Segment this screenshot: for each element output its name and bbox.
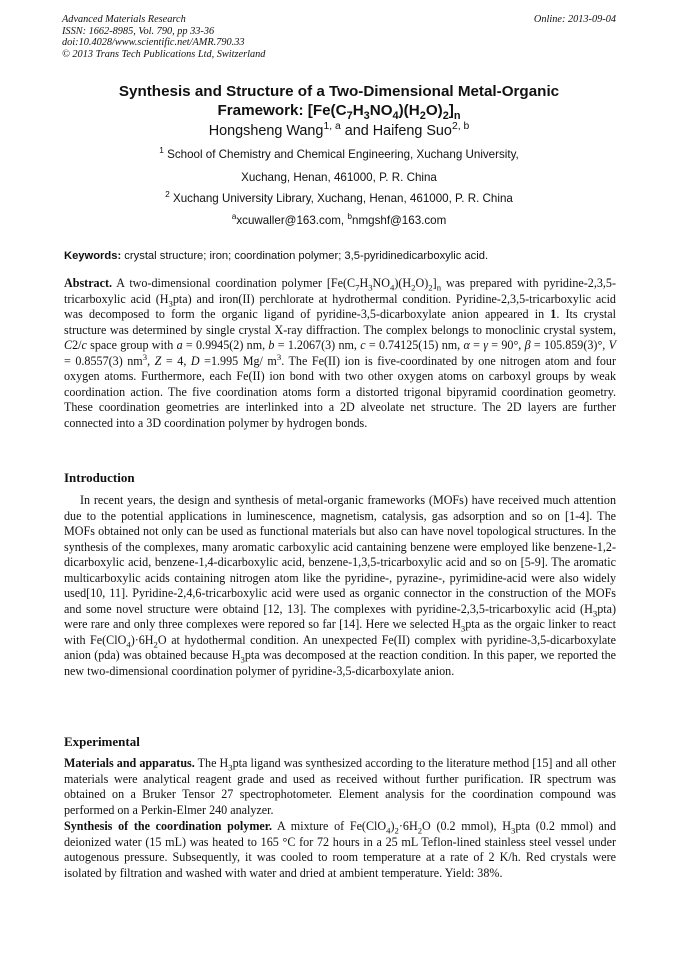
aff-text: Xuchang University Library, Xuchang, Henan, 461000, P. R. China [169,192,513,205]
online-date: Online: 2013-09-04 [533,14,616,25]
t: = 0.74125(15) nm, [365,338,464,352]
journal-header [62,14,265,60]
t: pta) were rare and only three complexes were repored so far [14]. Here we selected H [64,601,616,631]
t: ] [432,276,437,290]
t: 2 [394,825,399,836]
t: 2 [153,638,158,649]
affiliation-2 [62,189,616,206]
t: . The Fe(II) ion is five-coordinated by one nitrogen atom and four oxygen atoms. Furthermore, each Fe(II) ion bond with two other oxygen atoms on carboxyl groups by weak coordination action. The five coordination atoms form a distorted trigonal bipyramid coordination geometry. These coordination geometries are interlinked into a 2D alveolate net structure. The 2D layers are further connected into a 3D coordination polymer by hydrogen bonds. [64,353,617,430]
title-text: O) [425,102,443,119]
t: pta ligand was synthesized according to the literature method [15] and all other materials were analytical reagent grade and used as received without further purification. IR spectrum was obtained on a Bruker Tensor 27 spectrophotometer. Element analysis for the coordination compound was performed on a Perkin-Elmer 240 analyzer. [64,756,617,817]
t: V [608,338,616,352]
copyright: © 2013 Trans Tech Publications Ltd, Switzerland [62,48,266,60]
t: H [359,276,369,290]
author-name: Haifeng Suo [372,123,452,139]
synthesis-label: Synthesis of the coordination polymer. [64,819,273,833]
t: A mixture of Fe(ClO [272,819,387,833]
t: α [463,338,470,352]
t: pta was decomposed at the reaction condition. In this paper, we reported the new two-dimensional coordination polymer of pyridine-3,5-dicarboxylate anion. [64,648,617,678]
t: . Its crystal structure was determined by single crystal X-ray diffraction. The complex belongs to monoclinic crystal system, [64,307,616,337]
email-sup: b [347,211,353,222]
t: 3 [460,623,466,634]
title-text: H [352,102,364,119]
title-sub: 3 [363,110,370,123]
email: xcuwaller@163.com, [236,214,348,227]
t: n [436,282,442,293]
t: O (0.2 mmol), H [422,819,511,833]
author-and: and [340,123,373,139]
t: γ [483,338,488,352]
aff-text: School of Chemistry and Chemical Engineering, Xuchang University, [163,148,519,161]
t: = 1.2067(3) nm, [274,338,361,352]
author-sup: 1, a [323,121,341,133]
doi: doi:10.4028/www.scientific.net/AMR.790.33 [62,37,245,49]
title-sub: 2 [442,110,449,123]
author-name: Hongsheng Wang [208,123,324,139]
t: a [176,338,183,352]
abstract-label: Abstract. [64,276,113,290]
abstract [64,276,616,431]
t: β [524,338,531,352]
t: = 4, [161,353,191,368]
title-sub: n [453,110,461,123]
t: Z [154,353,162,368]
t: = 90°, [488,338,525,352]
t: O) [415,276,429,290]
t: space group with [86,338,177,352]
synthesis-paragraph [64,819,616,881]
t: 2 [428,282,433,293]
t: ·6H [398,819,418,833]
materials-paragraph [64,756,616,818]
t: O at hydothermal condition. An unexpected Fe(II) complex with pyridine-3,5-dicarboxylate anion (pda) was obtained because H [64,632,616,662]
affiliation-1 [62,145,616,162]
t: = 105.859(3)°, [530,338,609,352]
aff-sup: 2 [165,189,170,200]
t: , [147,353,155,368]
title-text: )(H [398,102,420,119]
t: = [469,338,484,352]
t: 4 [386,825,391,836]
t: c [360,338,366,352]
t: 2 [417,825,423,836]
affiliation-1-city: Xuchang, Henan, 461000, P. R. China [241,171,437,184]
materials-label: Materials and apparatus. [64,756,195,770]
title-sub: 7 [346,110,353,123]
t: )·6H [130,632,154,647]
t: b [268,338,275,352]
introduction-body [64,493,616,679]
t: = 0.8557(3) nm [64,353,143,368]
t: 3 [368,282,373,293]
email: nmgshf@163.com [352,214,447,227]
t: 2 [411,282,416,293]
t: 1 [550,307,557,321]
title-text: Framework: [Fe(C [217,102,347,119]
t: )(H [394,276,412,290]
t: D [190,353,200,368]
t: 3 [592,607,598,618]
keywords [64,250,616,262]
t: =1.995 Mg/ m [199,353,277,368]
t: A two-dimensional coordination polymer [Fe(C [112,276,356,290]
t: 3 [510,825,516,836]
authors [62,122,616,140]
title-text: NO [369,102,393,119]
title-text: ] [448,102,454,119]
t: C [64,338,73,352]
t: 3 [276,351,282,362]
t: ) [390,819,395,833]
title-line-1: Synthesis and Structure of a Two-Dimensional Metal-Organic [118,83,560,100]
t: 3 [240,654,245,665]
t: 3 [228,762,233,773]
introduction-heading: Introduction [64,470,135,485]
t: 4 [126,638,131,649]
t: The H [194,756,229,770]
issn: ISSN: 1662-8985, Vol. 790, pp 33-36 [62,25,215,37]
paper-title [62,82,616,123]
t: pta as the orgaic linker to react with Fe(ClO [64,617,616,647]
t: pta) and iron(II) perchlorate at hydrothermal condition. Pyridine-2,3,5-tricarboxylic acid was decomposed to form the organic ligand of pyridine-3,5-dicarboxylate anion appeared in [64,291,616,321]
author-sup: 2, b [451,121,470,133]
email-sup: a [231,211,237,222]
title-sub: 4 [392,110,399,123]
t: 7 [355,282,360,293]
author-emails [62,211,616,228]
t: 3 [168,297,173,308]
keywords-label: Keywords: [64,250,122,262]
t: c [81,338,87,352]
t: = 0.9945(2) nm, [182,338,269,352]
keywords-text: crystal structure; iron; coordination polymer; 3,5-pyridinedicarboxylic acid. [121,250,489,262]
t: 4 [390,282,395,293]
t: NO [372,276,391,290]
title-line-2 [62,101,616,123]
experimental-heading: Experimental [64,734,140,749]
aff-sup: 1 [159,145,164,156]
t: was prepared with pyridine-2,3,5-tricarboxylic acid (H [64,276,616,306]
t: 2/ [72,338,82,352]
title-sub: 2 [419,110,426,123]
t: In recent years, the design and synthesis of metal-organic frameworks (MOFs) have received much attention due to the potential applications in luminescence, magnetism, catalysis, gas adsorption and so on [1-4]. The MOFs obtained not only can be used as functional materials but also can have novel topological structures. In the synthesis of the complexes, many aromatic carboxylic acid cantaining benzene were employed like benzene-1,2-dicarboxylic acid, benzene-1,4-dicarboxylic acid, benzene-1,3,5-tricarboxylic acid and so on [5-9]. The aromatic multicarboxylic acids containing nitrogen atom like the pyridine-, pyrazine-, pyrimidine-acid were also widely used[10, 11]. Pyridine-2,4,6-tricarboxylic acid were used as organic connector in the construction of the MOFs and some novel structure were obtaind [12, 13]. The complexes with pyridine-2,3,5-tricarboxylic acid (H [64,493,616,616]
t: pta (0.2 mmol) and deionized water (15 mL) was heated to 165 °C for 72 hours in a 25 mL Teflon-lined stainless steel vessel under autogenous pressure. Subsequently, it was cooled to room temperature at a rate of 2 K/h. Red crystals were isolated by filtration and washed with water and dried at ambient temperature. Yield: 38%. [64,819,616,880]
journal-name: Advanced Materials Research [62,14,186,25]
t: 3 [142,351,148,362]
